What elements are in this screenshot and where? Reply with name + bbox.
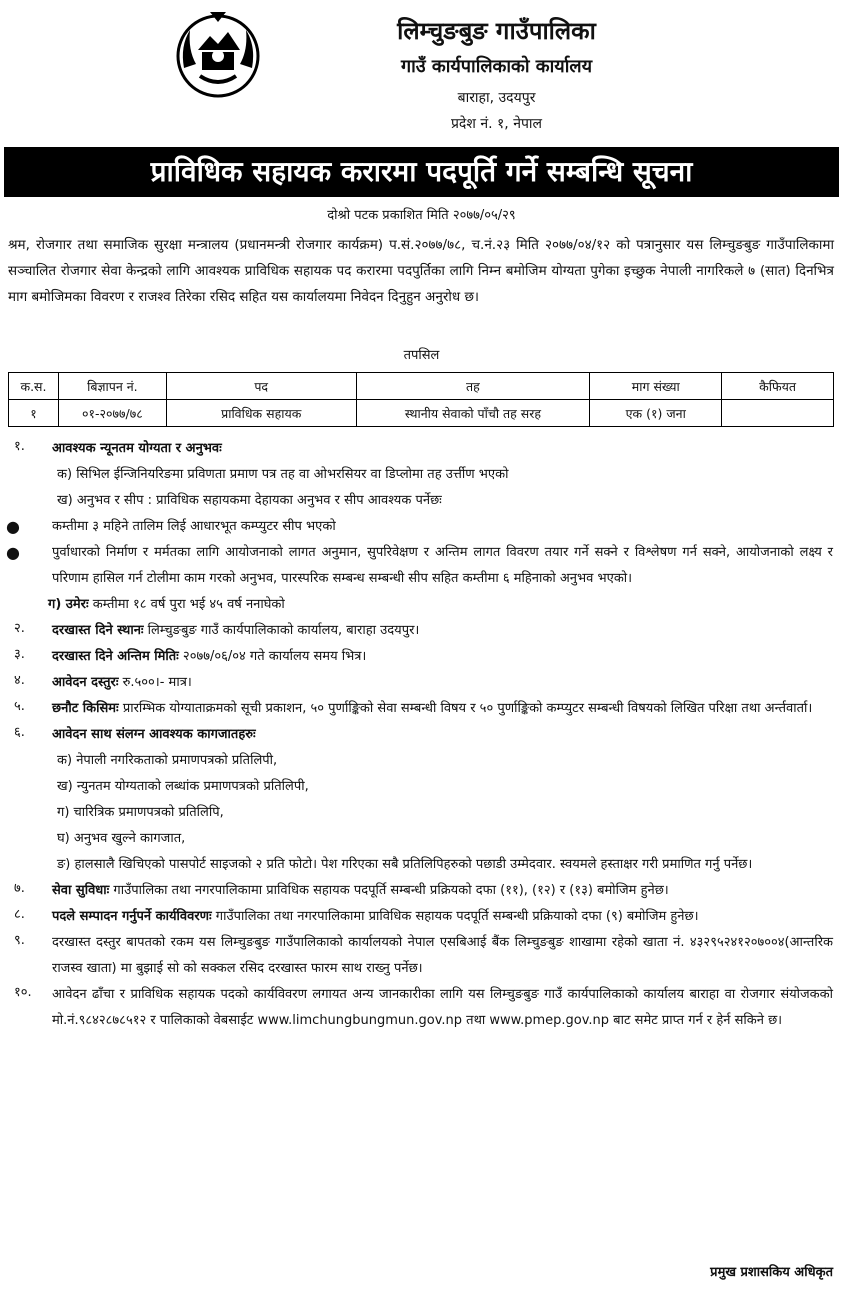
office-name: गाउँ कार्यपालिकाको कार्यालय	[400, 56, 593, 77]
item-label: सेवा सुविधाः	[52, 883, 110, 898]
item-text: गाउँपालिका तथा नगरपालिकामा प्राविधिक सहायक पदपूर्ति सम्बन्धी प्रक्रियको दफा (११), (१२) र (१३) बमोजिम हुनेछ।	[109, 883, 669, 898]
bullet-item	[0, 540, 843, 592]
requirements-list	[0, 436, 843, 1034]
notice-title: प्राविधिक सहायक करारमा पदपूर्ति गर्ने सम्बन्धि सूचना	[4, 147, 839, 197]
col-serial: क.स.	[9, 373, 59, 400]
table-header-row	[9, 373, 834, 400]
item-text: गाउँपालिका तथा नगरपालिकामा प्राविधिक सहायक पदपूर्ति सम्बन्धी प्रक्रियाको दफा (९) बमोजिम हुनेछ।	[211, 909, 699, 924]
item-heading: आवेदन साथ संलग्न आवश्यक कागजातहरुः	[52, 727, 256, 742]
col-demand-count: माग संख्या	[590, 373, 722, 400]
letterhead	[0, 0, 843, 140]
sub-item: ग) चारित्रिक प्रमाणपत्रको प्रतिलिपि,	[57, 805, 224, 820]
list-item	[0, 930, 843, 982]
item-number: ६.	[14, 725, 25, 740]
item-number: ५.	[14, 699, 25, 714]
signatory-title: प्रमुख प्रशासकिय अधिकृत	[710, 1265, 833, 1280]
list-item	[0, 436, 843, 462]
sub-item: क) सिभिल ईन्जिनियरिङमा प्रविणता प्रमाण पत्र तह वा ओभरसियर वा डिप्लोमा तह उर्त्तीण भएको	[57, 467, 509, 482]
col-advertisement-no: बिज्ञापन नं.	[58, 373, 166, 400]
item-number: ९.	[14, 933, 25, 948]
bullet-icon: ●	[6, 517, 20, 536]
col-post: पद	[166, 373, 356, 400]
item-number: ७.	[14, 881, 25, 896]
list-item	[0, 904, 843, 930]
item-text: रु.५००।- मात्र।	[118, 675, 192, 690]
item-text: दरखास्त दस्तुर बापतको रकम यस लिम्चुङबुङ गाउँपालिकाको कार्यालयको नेपाल एसबिआई बैंक लिम्चुङबुङ शाखामा रहेको खाता नं. ४३२९५२४१२०७००४(आन्तरिक राजस्व खाता) मा बुझाई सो को सक्कल रसिद दरखास्त फारम साथ राख्नु पर्नेछ।	[52, 935, 833, 976]
office-address: बाराहा, उदयपुर	[457, 90, 536, 106]
publication-date: दोश्रो पटक प्रकाशित मिति २०७७/०५/२९	[327, 208, 516, 223]
bullet-icon: ●	[6, 543, 20, 562]
list-item	[0, 878, 843, 904]
sub-item: घ) अनुभव खुल्ने कागजात,	[57, 831, 186, 846]
vacancy-table	[8, 372, 834, 427]
cell-advertisement-no: ०१-२०७७/७८	[58, 400, 166, 427]
table-row	[9, 400, 834, 427]
cell-demand-count: एक (१) जना	[590, 400, 722, 427]
bullet-text: कम्तीमा ३ महिने तालिम लिई आधारभूत कम्प्युटर सीप भएको	[52, 519, 336, 534]
intro-paragraph: श्रम, रोजगार तथा समाजिक सुरक्षा मन्त्रालय (प्रधानमन्त्री रोजगार कार्यक्रम) प.सं.२०७७/७८, च.नं.२३ मिति २०७७/०४/१२ को पत्रानुसार यस लिम्चुङबुङ गाउँपालिकामा सञ्चालित रोजगार सेवा केन्द्रको लागि आवश्यक प्राविधिक सहायक पद करारमा पदपुर्तिका लागि निम्न बमोजिम योग्यता पुगेका इच्छुक नेपाली नागरिकले ७ (सात) दिनभित्र माग बमोजिमका विवरण र राजश्व तिरेका रसिद सहित यस कार्यालयमा निवेदन दिनुहुन अनुरोध छ।	[8, 237, 834, 305]
item-text: २०७७/०६/०४ गते कार्यालय समय भित्र।	[178, 649, 367, 664]
organization-name: लिम्चुङबुङ गाउँपालिका	[397, 17, 596, 45]
bullet-text: पुर्वाधारको निर्माण र मर्मतका लागि आयोजनाको लागत अनुमान, सुपरिवेक्षण र अन्तिम लागत विवरण तयार गर्ने सक्ने र विश्लेषण गर्न सक्ने, आयोजनाको लक्ष्य र परिणाम हासिल गर्न टोलीमा काम गरको अनुभव, पारस्परिक सम्बन्ध सम्बन्धी सीप सहित कम्तीमा ६ महिनाको अनुभव भएको।	[52, 545, 833, 586]
cell-remarks	[722, 400, 834, 427]
cell-serial: १	[9, 400, 59, 427]
list-item	[0, 696, 843, 722]
list-item	[0, 644, 843, 670]
item-number: ८.	[14, 907, 25, 922]
item-text: आवेदन ढाँचा र प्राविधिक सहायक पदको कार्यविवरण लगायत अन्य जानकारीका लागि यस लिम्चुङबुङ गाउँ कार्यपालिकाको कार्यालय बाराहा वा रोजगार संयोजकको मो.नं.९८४२८७८५१२ र पालिकाको वेबसाईट www.limchungbungmun.gov.np तथा www.pmep.gov.np बाट समेट प्राप्त गर्न र हेर्न सकिने छ।	[52, 987, 833, 1028]
col-remarks: कैफियत	[722, 373, 834, 400]
cell-post: प्राविधिक सहायक	[166, 400, 356, 427]
sub-item: क) नेपाली नगरिकताको प्रमाणपत्रको प्रतिलिपी,	[57, 753, 278, 768]
bullet-item	[0, 514, 843, 540]
col-level: तह	[356, 373, 590, 400]
item-number: २.	[14, 621, 25, 636]
item-number: ३.	[14, 647, 25, 662]
item-label: दरखास्त दिने स्थानः	[52, 623, 144, 638]
item-text: लिम्चुङबुङ गाउँ कार्यपालिकाको कार्यालय, बाराहा उदयपुर।	[143, 623, 420, 638]
item-label: पदले सम्पादन गर्नुपर्ने कार्यविवरणः	[52, 909, 212, 924]
cell-level: स्थानीय सेवाको पाँचौ तह सरह	[356, 400, 590, 427]
item-label: छनौट किसिमः	[52, 701, 119, 716]
item-label: ग) उमेरः	[48, 597, 89, 612]
sub-item: ख) अनुभव र सीप : प्राविधिक सहायकमा देहायका अनुभव र सीप आवश्यक पर्नेछः	[57, 493, 442, 508]
item-heading: आवश्यक न्यूनतम योग्यता र अनुभवः	[52, 441, 222, 456]
list-item	[0, 722, 843, 748]
item-number: १.	[14, 439, 25, 454]
list-item	[0, 618, 843, 644]
item-text: कम्तीमा १८ वर्ष पुरा भई ४५ वर्ष ननाघेको	[88, 597, 285, 612]
item-number: ४.	[14, 673, 25, 688]
item-label: आवेदन दस्तुरः	[52, 675, 119, 690]
item-text: प्रारम्भिक योग्याताक्रमको सूची प्रकाशन, ५० पुर्णाङ्किको सेवा सम्बन्धी विषय र ५० पुर्णाङ्किको कम्प्युटर सम्बन्धी विषयको लिखित परिक्षा तथा अर्न्तवार्ता।	[118, 701, 813, 716]
details-heading: तपसिल	[403, 348, 440, 363]
list-item	[0, 670, 843, 696]
item-number: १०.	[14, 985, 32, 1000]
province-line: प्रदेश नं. १, नेपाल	[450, 116, 543, 132]
sub-item: ख) न्युनतम योग्यताको लब्धांक प्रमाणपत्रको प्रतिलिपी,	[57, 779, 309, 794]
sub-item: ङ) हालसालै खिचिएको पासपोर्ट साइजको २ प्रति फोटो। पेश गरिएका सबै प्रतिलिपिहरुको पछाडी उम्मेदवार. स्वयमले हस्ताक्षर गरी प्रमाणित गर्नु पर्नेछ।	[57, 857, 753, 872]
list-item	[0, 982, 843, 1034]
sub-item	[0, 592, 843, 618]
item-label: दरखास्त दिने अन्तिम मितिः	[52, 649, 179, 664]
